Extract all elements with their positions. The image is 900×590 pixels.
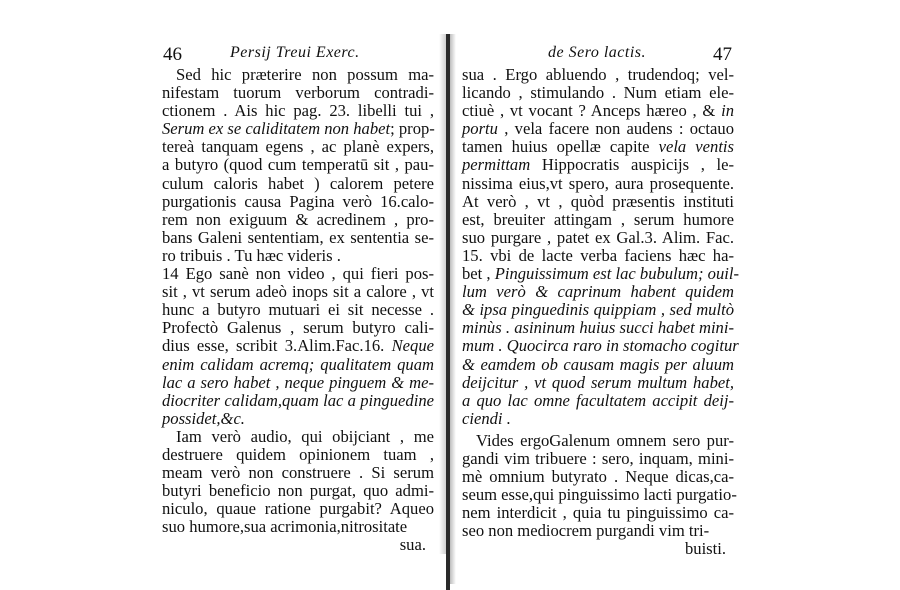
text-line	[462, 175, 734, 193]
page-edge-shadow	[450, 34, 456, 584]
text: mè omnium butyrato . Neque dicas,ca-	[462, 467, 734, 487]
italic-text: possidet,&c.	[162, 408, 245, 428]
text-line	[462, 102, 734, 120]
text: butyri beneficio non purgat, quo admi-	[162, 481, 434, 501]
text-line	[462, 410, 734, 428]
text-line	[462, 283, 734, 301]
text-line	[162, 283, 434, 301]
text: meam verò non construere . Si serum	[162, 463, 434, 483]
text-line	[162, 175, 434, 193]
text: bans Galeni sententiam, ex sententia se-	[162, 227, 434, 247]
italic-text: minùs . asininum huius succi habet mini-	[462, 318, 734, 338]
text: est, breuiter attingam , serum humore	[462, 209, 734, 229]
text: ctionem . Ais hic pag. 23. libelli tui ,	[162, 101, 434, 121]
text: nem interdicit , quia tu pinguissimo ca-	[462, 503, 734, 523]
text-line	[162, 265, 434, 283]
italic-text: portu	[462, 119, 498, 139]
text-line	[162, 301, 434, 319]
text-line	[162, 102, 434, 120]
text-line	[462, 120, 734, 138]
text: nissima eius,vt spero, aura prosequente.	[462, 173, 734, 193]
text: nifestam tuorum verborum contradi-	[162, 83, 434, 103]
running-title: Persij Treui Exerc.	[230, 44, 360, 61]
italic-text: mum . Quocirca raro in stomacho cogitur	[462, 336, 739, 356]
italic-text: permittam	[462, 155, 531, 175]
italic-text: lum verò & caprinum habent quidem	[462, 282, 734, 302]
text: sit , vt serum adeò inops sit a calore , vt	[162, 282, 434, 302]
text: buisti.	[684, 539, 726, 559]
right-page	[462, 44, 739, 559]
italic-text: enim calidam acremq; qualitatem quam	[162, 354, 434, 374]
text-line	[162, 193, 434, 211]
text: rem non exiguum & acredinem , pro-	[162, 209, 434, 229]
text-line	[162, 66, 434, 84]
text-line	[462, 392, 734, 410]
text: purgationis causa Pagina verò 16.calo-	[162, 191, 434, 211]
text-line	[462, 193, 734, 211]
text-line	[462, 84, 734, 102]
italic-text: diocriter calidam,quam lac a pinguedine	[162, 390, 434, 410]
text: sua.	[399, 535, 426, 555]
italic-text: & eamdem ob causam magis per aluum	[462, 354, 734, 374]
text: bet ,	[462, 264, 495, 284]
italic-text: in	[721, 101, 734, 121]
text-line	[462, 356, 734, 374]
text: culum caloris habet ) calorem petere	[162, 173, 434, 193]
text: hunc a butyro mutuari ei sit necesse .	[162, 300, 434, 320]
text: Iam verò audio, qui obijciant , me	[176, 426, 434, 446]
text-line	[162, 356, 434, 374]
text: Hippocratis auspicijs , le-	[530, 155, 734, 175]
text-line	[162, 319, 434, 337]
text-line	[462, 301, 734, 319]
italic-text: ciendi .	[462, 408, 511, 428]
text: ro tribuis . Tu hæc videris .	[162, 245, 341, 265]
text: 15. vbi de lacte verba faciens hæc ha-	[462, 245, 734, 265]
text-line	[162, 428, 434, 446]
italic-text: vela ventis	[658, 137, 734, 157]
text: sua . Ergo abluendo , trudendoq; vel-	[462, 65, 734, 84]
text: At verò , vt , quòd præsentis instituti	[462, 191, 734, 211]
running-title: de Sero lactis.	[548, 44, 646, 61]
text-line	[162, 138, 434, 156]
right-page-header	[462, 44, 734, 66]
text-line	[462, 485, 737, 505]
text-line	[462, 156, 734, 174]
italic-text: Pinguissimum est lac bubulum; ouil-	[494, 264, 739, 284]
text-line	[162, 392, 434, 410]
italic-text: & ipsa pinguedinis quippiam , sed multò	[462, 300, 734, 320]
text: Profectò Galenus , serum butyro cali-	[162, 318, 434, 338]
text-line	[462, 540, 734, 558]
text: a butyro (quod cum temperatū sit , pau-	[162, 155, 434, 175]
text: niculo, quaue ratione purgabit? Aqueo	[162, 499, 434, 519]
left-page	[162, 44, 434, 555]
text-line	[462, 522, 734, 540]
text-line	[462, 138, 734, 156]
text: seum esse,qui pinguissimo lacti purgatio-	[462, 485, 737, 505]
text: Sed hic præterire non possum ma-	[176, 65, 434, 84]
text-line	[162, 84, 434, 102]
left-page-text	[162, 66, 434, 555]
text: seo non mediocrem purgandi vim tri-	[462, 521, 710, 541]
text-line	[462, 504, 734, 522]
text-line	[162, 536, 434, 554]
text: 14 Ego sanè non video , qui fieri pos-	[162, 264, 434, 284]
text-line	[462, 468, 734, 486]
text: , vela facere non audens : octauo	[497, 119, 734, 139]
text-line	[462, 336, 739, 356]
text-line	[162, 211, 434, 229]
text-line	[162, 156, 434, 174]
text-line	[462, 211, 734, 229]
page-gutter-shadow	[439, 34, 446, 554]
right-page-text	[462, 65, 739, 559]
text: Vides ergoGalenum omnem sero pur-	[476, 430, 734, 450]
text-line	[462, 374, 734, 392]
text-line	[162, 446, 434, 464]
text-line	[462, 264, 739, 284]
text: destruere quidem opinionem tuam ,	[162, 444, 434, 464]
text-line	[462, 432, 734, 450]
text: suo humore,sua acrimonia,nitrositate	[162, 517, 408, 537]
text-line	[162, 337, 434, 355]
text-line	[162, 247, 434, 265]
text: dius esse, scribit 3.Alim.Fac.16.	[162, 336, 392, 356]
text-line	[462, 319, 734, 337]
text: tamen huius opellæ capite	[462, 137, 659, 157]
italic-text: deijcitur , vt quod serum multum habet,	[462, 372, 734, 392]
text-line	[462, 247, 734, 265]
text-line	[462, 450, 734, 468]
text-line	[162, 120, 434, 138]
text: suo purgare , patet ex Gal.3. Alim. Fac.	[462, 227, 734, 247]
text-line	[162, 500, 434, 518]
italic-text: lac a sero habet , neque pinguem & me-	[162, 372, 434, 392]
text-line	[162, 464, 434, 482]
page-number: 47	[713, 44, 732, 65]
left-page-header	[162, 44, 434, 66]
text: tereà tanquam egens , ac planè expers,	[162, 137, 434, 157]
text-line	[162, 482, 434, 500]
text-line	[462, 229, 734, 247]
page-number: 46	[163, 44, 182, 65]
italic-text: a quo lac omne facultatem accipit deij-	[462, 390, 734, 410]
text: gandi vim tribuere : sero, inquam, mini-	[462, 448, 734, 468]
text-line	[162, 374, 434, 392]
text-line	[162, 518, 434, 536]
text: ctiuè , vt vocant ? Anceps hæreo , &	[462, 101, 722, 121]
text-line	[162, 410, 434, 428]
italic-text: Neque	[391, 336, 434, 356]
text-line	[162, 229, 434, 247]
text: ; prop-	[390, 119, 435, 139]
italic-text: Serum ex se caliditatem non habet	[162, 119, 391, 139]
text: licando , stimulando . Num etiam ele-	[462, 83, 734, 103]
text-line	[462, 66, 734, 84]
